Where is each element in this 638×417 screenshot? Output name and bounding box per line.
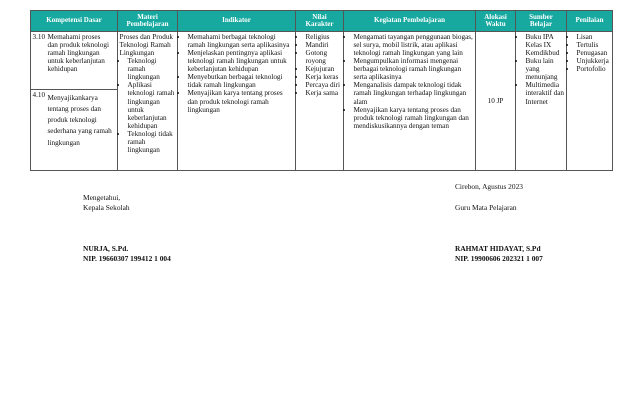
list-item: • Mengamati tayangan penggunaan biogas, sel surya, mobil listrik, atau aplikasi teknologi ramah lingkungan yang lain xyxy=(354,33,474,57)
kepala-sekolah-name: NURJA, S.Pd. xyxy=(83,244,129,253)
list-item: • Tertulis xyxy=(577,41,611,49)
mengetahui-label: Mengetahui, xyxy=(83,193,121,202)
indikator-list xyxy=(180,33,294,114)
list-item: • Portofolio xyxy=(577,65,611,73)
list-item: • Lisan xyxy=(577,33,611,41)
list-item: • Aplikasi teknologi ramah lingkungan untuk keberlanjutan kehidupan xyxy=(128,81,176,129)
guru-label: Guru Mata Pelajaran xyxy=(455,203,517,212)
kd-text: Menyajikankarya tentang proses dan produk teknologi sederhana yang ramah lingkungan xyxy=(47,94,112,147)
guru-name: RAHMAT HIDAYAT, S.Pd xyxy=(455,244,541,253)
materi-intro: Proses dan Produk Teknologi Ramah Lingkungan xyxy=(119,33,174,58)
kepala-sekolah-nip: NIP. 19660307 199412 1 004 xyxy=(83,254,171,263)
list-item: • Menyebutkan berbagai teknologi tidak ramah lingkungan xyxy=(188,73,294,89)
header-penilaian: Penilaian xyxy=(567,11,613,32)
header-kompetensi: Kompetensi Dasar xyxy=(31,11,118,32)
penilaian-cell xyxy=(567,32,613,171)
rpp-table xyxy=(30,10,613,171)
header-indikator: Indikator xyxy=(178,11,296,32)
table-row xyxy=(31,32,613,90)
alokasi-cell: 10 JP xyxy=(476,32,516,171)
kepala-sekolah-label: Kepala Sekolah xyxy=(83,203,130,212)
list-item: • Unjukkerja xyxy=(577,57,611,65)
list-item: • Teknologi tidak ramah lingkungan xyxy=(128,130,176,154)
list-item: • Kejujuran xyxy=(306,65,342,73)
list-item: • Menyajikan karya tentang proses dan produk teknologi ramah lingkungan dan mendiskusikannya dengan teman xyxy=(354,106,474,130)
header-alokasi: Alokasi Waktu xyxy=(476,11,516,32)
list-item: • Kerja sama xyxy=(306,89,342,97)
table-header-row xyxy=(31,11,613,32)
list-item: • Buku IPA Kelas IX Kemdikbud xyxy=(526,33,565,57)
nilai-cell xyxy=(296,32,344,171)
list-item: • Religius xyxy=(306,33,342,41)
header-nilai: Nilai Karakter xyxy=(296,11,344,32)
list-item: • Multimedia interaktif dan Internet xyxy=(526,81,565,105)
list-item: • Memahami berbagai teknologi ramah lingkungan serta aplikasinya xyxy=(188,33,294,49)
list-item: • Mengumpulkan informasi mengenai berbagai teknologi ramah lingkungan serta aplikasinya xyxy=(354,57,474,81)
list-item: • Penugasan xyxy=(577,49,611,57)
header-kegiatan: Kegiatan Pembelajaran xyxy=(344,11,476,32)
list-item: • Gotong royong xyxy=(306,49,342,65)
kd-cell-1 xyxy=(31,32,118,90)
list-item: • Menjelaskan pentingnya aplikasi teknologi ramah lingkungan untuk keberlanjutan kehidupan xyxy=(188,49,294,73)
place-date: Cirebon, Agustus 2023 xyxy=(455,182,523,191)
nilai-list xyxy=(298,33,342,98)
kd-number: 4.10 xyxy=(32,91,46,99)
materi-cell xyxy=(118,32,178,171)
kd-number: 3.10 xyxy=(32,33,46,41)
kegiatan-cell xyxy=(344,32,476,171)
materi-list xyxy=(120,57,176,154)
header-sumber: Sumber Belajar xyxy=(516,11,567,32)
list-item: • Teknologi ramah lingkungan xyxy=(128,57,176,81)
list-item: • Buku lain yang menunjang xyxy=(526,57,565,81)
kd-text: Memahami proses dan produk teknologi ramah lingkungan untuk keberlanjutan kehidupan xyxy=(47,33,109,74)
guru-nip: NIP. 19900606 202321 1 007 xyxy=(455,254,543,263)
header-materi: Materi Pembelajaran xyxy=(118,11,178,32)
list-item: • Menyajikan karya tentang proses dan produk teknologi ramah lingkungan xyxy=(188,89,294,113)
penilaian-list xyxy=(569,33,611,73)
list-item: • Menganalisis dampak teknologi tidak ramah lingkungan terhadap lingkungan alam xyxy=(354,81,474,105)
list-item: • Kerja keras xyxy=(306,73,342,81)
list-item: • Percaya diri xyxy=(306,81,342,89)
sumber-list xyxy=(518,33,565,106)
kd-cell-2 xyxy=(31,90,118,171)
indikator-cell xyxy=(178,32,296,171)
kegiatan-list xyxy=(346,33,474,130)
list-item: • Mandiri xyxy=(306,41,342,49)
sumber-cell xyxy=(516,32,567,171)
